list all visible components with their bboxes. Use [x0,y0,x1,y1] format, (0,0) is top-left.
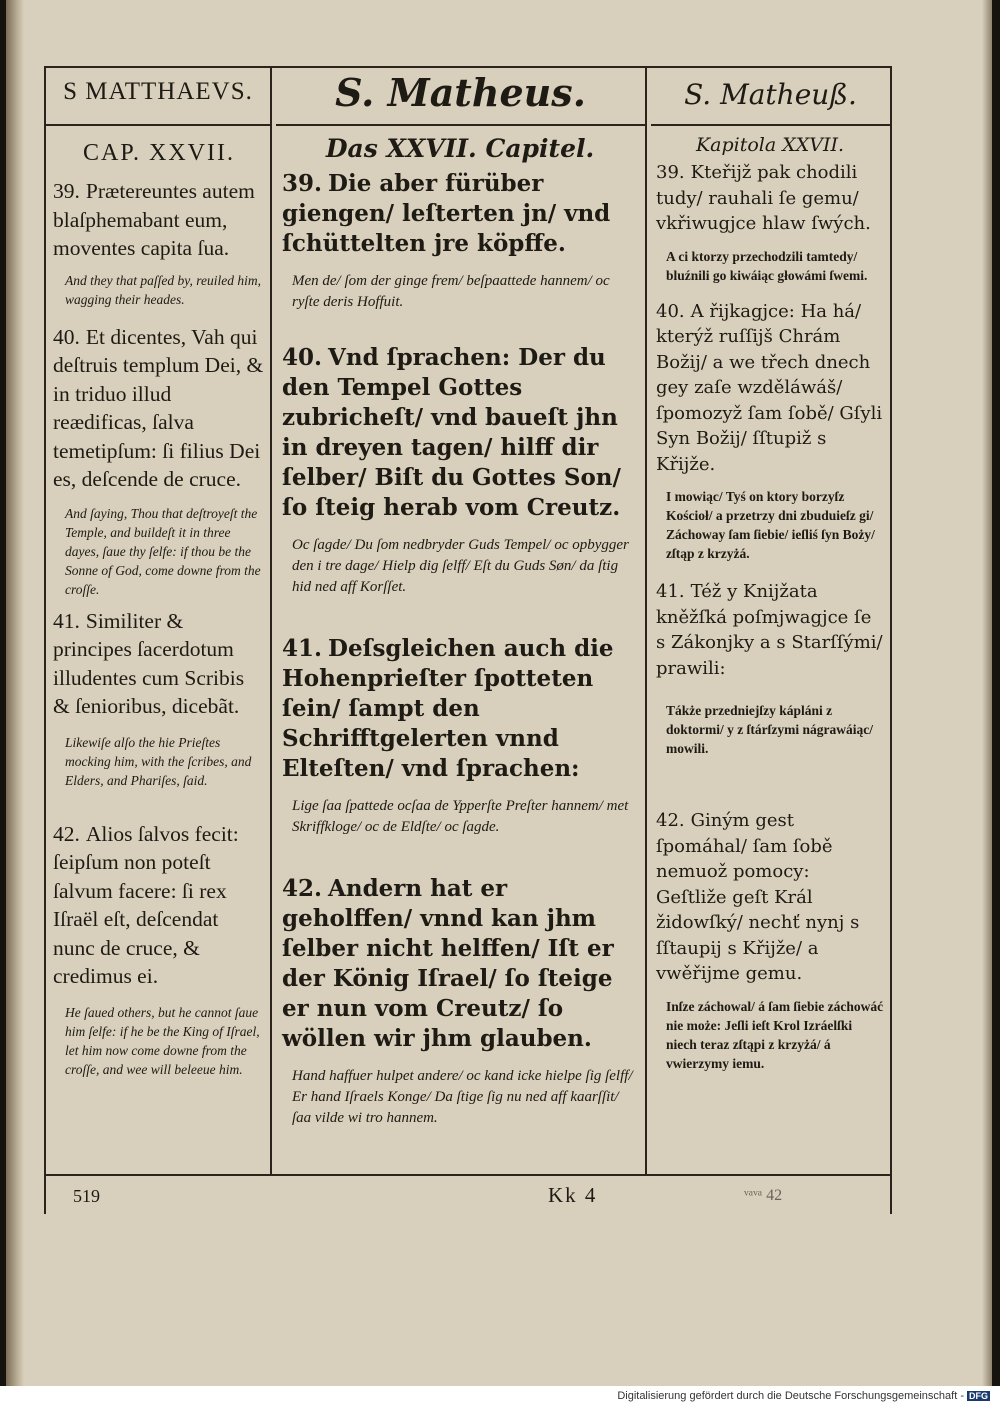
danish-text: Men de/ ſom der ginge frem/ beſpaattede hannem/ oc ryſte deris Hoffuit. [292,273,610,310]
latin-text: Prætereuntes autem blaſphemabant eum, moventes capita ſua. [53,179,255,260]
header-underline-german [276,124,645,126]
verse-number: 39. [53,179,80,203]
verse-number: 39. [282,170,323,197]
german-verse-42 [282,874,638,1129]
digitization-credit [617,1390,990,1402]
german-text: Andern hat er geholffen/ vnnd kan jhm ſelber nicht helffen/ Iſt er der König Iſrael/ ſo ſteige er nun vom Creutz/ ſo wöllen wir jhm glauben. [282,875,614,1052]
header-german: S. Matheus. [335,70,586,115]
latin-text: Et dicentes, Vah qui deſtruis templum Dei, & in triduo illud reædificas, ſalva temetipſum: ſi filius Dei es, deſcende de cruce. [53,324,264,491]
latin-text: Similiter & principes ſacerdotum illudentes cum Scribis & ſenioribus, dicebãt. [53,608,245,718]
czech-verse-42 [656,808,884,1073]
verse-number: 42. [53,821,80,846]
column-divider-1 [270,66,272,1174]
danish-text: Oc ſagde/ Du ſom nedbryder Guds Tempel/ oc opbygger den i tre dage/ Hielp dig ſelff/ Eſt du Guds Søn/ da ſtig hid ned aff Korſſet. [292,537,629,595]
book-page [6,0,992,1386]
latin-text: Alios ſalvos fecit: ſeipſum non poteſt ſalvum facere: ſi rex Iſraël eſt, deſcendat nunc de cruce, & credimus ei. [53,821,239,988]
english-text: And ſaying, Thou that deſtroyeſt the Temple, and buildeſt it in three dayes, ſaue thy ſelfe: if thou be the Sonne of God, come downe from the croſſe. [65,505,261,597]
czech-text: Kteřijž pak chodili tudy/ rauhali ſe gemu/ vkřiwugjce hlaw ſwých. [656,162,871,234]
latin-verse-40 [53,323,265,599]
latin-column [53,140,265,1079]
czech-verse-40 [656,299,884,564]
english-text: Likewiſe alſo the hie Prieſtes mocking him, with the ſcribes, and Elders, and Phariſes, ſaid. [65,734,252,788]
verse-number: 40. [282,344,323,371]
page-edge-shadow [982,0,992,1386]
german-text: Vnd ſprachen: Der du den Tempel Gottes zubricheſt/ vnd baueſt jhn in dreyen tagen/ hilff dir ſelber/ Biſt du Gottes Son/ ſo ſteig herab vom Creutz. [282,344,621,521]
verse-number: 41. [53,608,80,633]
header-czech: S. Matheuß. [684,78,857,111]
english-text: He ſaued others, but he cannot ſaue him ſelfe: if he be the King of Iſrael, let him now come downe from the croſſe, and wee will beleeue him. [65,1004,260,1077]
verse-number: 40. [53,324,80,349]
polish-text: I mowiąc/ Tyś on ktory borzyſz Kościoł/ a przetrzy dni zbuduieſz gi/ Záchoway ſam ſiebie/ ieſliś ſyn Boży/ zſtąp z krzyżá. [666,489,875,561]
top-rule [44,66,892,68]
czech-text: Též y Knijžata kněžſká poſmjwagjce ſe s Zákonjky a s Starſſými/ prawili: [656,581,883,679]
czech-text: A řijkagjce: Ha há/ kterýž ruſſijš Chrám Božij/ a we třech dnech gey zaſe wzděláwáš/ ſpomozyž ſam ſobě/ Gſyli Syn Božij/ ſſtupiž s Křijže. [656,300,883,475]
polish-text: A ci ktorzy przechodzili tamtedy/ bluźnili go kiwáiąc głowámi ſwemi. [666,248,868,283]
chapter-czech: Kapitola XXVII. [695,134,845,156]
czech-verse-41 [656,579,884,758]
verse-number: 40. [656,300,685,322]
czech-verse-39 [656,160,884,285]
dfg-logo: DFG [969,1391,988,1401]
german-verse-40 [282,343,638,598]
danish-text: Lige ſaa ſpattede ocſaa de Ypperſte Preſter hannem/ met Skriffkloge/ oc de Eldſte/ oc ſagde. [292,798,629,835]
latin-verse-39 [53,177,265,309]
column-divider-2 [645,66,647,1174]
english-text: And they that paſſed by, reuiled him, wagging their heades. [65,272,261,307]
credit-text: Digitalisierung gefördert durch die Deutsche Forschungsgemeinschaft - [617,1390,964,1402]
page-number: 519 [73,1186,100,1206]
chapter-german: Das XXVII. Capitel. [325,134,595,163]
footer-rule [44,1174,892,1176]
polish-text: Inſze záchowal/ á ſam ſiebie záchowáć nie może: Jeſli ieſt Krol Izráelſki niech teraz zſtąpi z krzyżá/ á vwierzymy iemu. [666,998,884,1071]
verse-number: 41. [656,581,685,602]
polish-text: Tákże przedniejſzy kápláni z doktormi/ y z ſtárſzymi nágrawáiąc/ mowili. [666,703,873,756]
german-verse-39 [282,169,638,313]
footer-right-mark: ᵛᵃᵛᵃ 42 [744,1187,783,1204]
czech-text: Giným gest ſpomáhal/ ſam ſobě nemuož pomocy: Geſtliže geſt Král židowſký/ nechť nynj s ſſtaupij s Křijže/ a vwěřijme gemu. [656,810,860,984]
left-border [44,66,46,1214]
german-text: Deſsgleichen auch die Hohenprieſter ſpotteten ſein/ ſampt den Schrifftgelerten vnnd Elteſten/ vnd ſprachen: [282,635,614,782]
verse-number: 41. [282,635,323,662]
header-underline-latin [46,124,270,126]
german-column [282,134,638,1129]
chapter-latin: CAP. XXVII. [82,140,235,166]
right-border [890,66,892,1214]
latin-verse-41 [53,607,265,790]
verse-number: 42. [656,810,685,831]
danish-text: Hand haffuer hulpet andere/ oc kand icke hielpe ſig ſelff/ Er hand Iſraels Konge/ Da ſtige ſig nu ned aff kaarſſit/ ſaa vilde wi tro hannem. [292,1068,633,1126]
verse-number: 39. [656,162,685,183]
header-latin: S MATTHAEVS. [63,78,253,105]
german-verse-41 [282,634,638,838]
german-text: Die aber fürüber giengen/ leſterten jn/ vnd ſchüttelten jre köpffe. [282,170,611,257]
header-underline-czech [651,124,890,126]
czech-column [656,134,884,1073]
page-spine-shadow [6,0,24,1386]
latin-verse-42 [53,820,265,1079]
verse-number: 42. [282,875,323,902]
signature-mark: Kk 4 [548,1183,598,1207]
